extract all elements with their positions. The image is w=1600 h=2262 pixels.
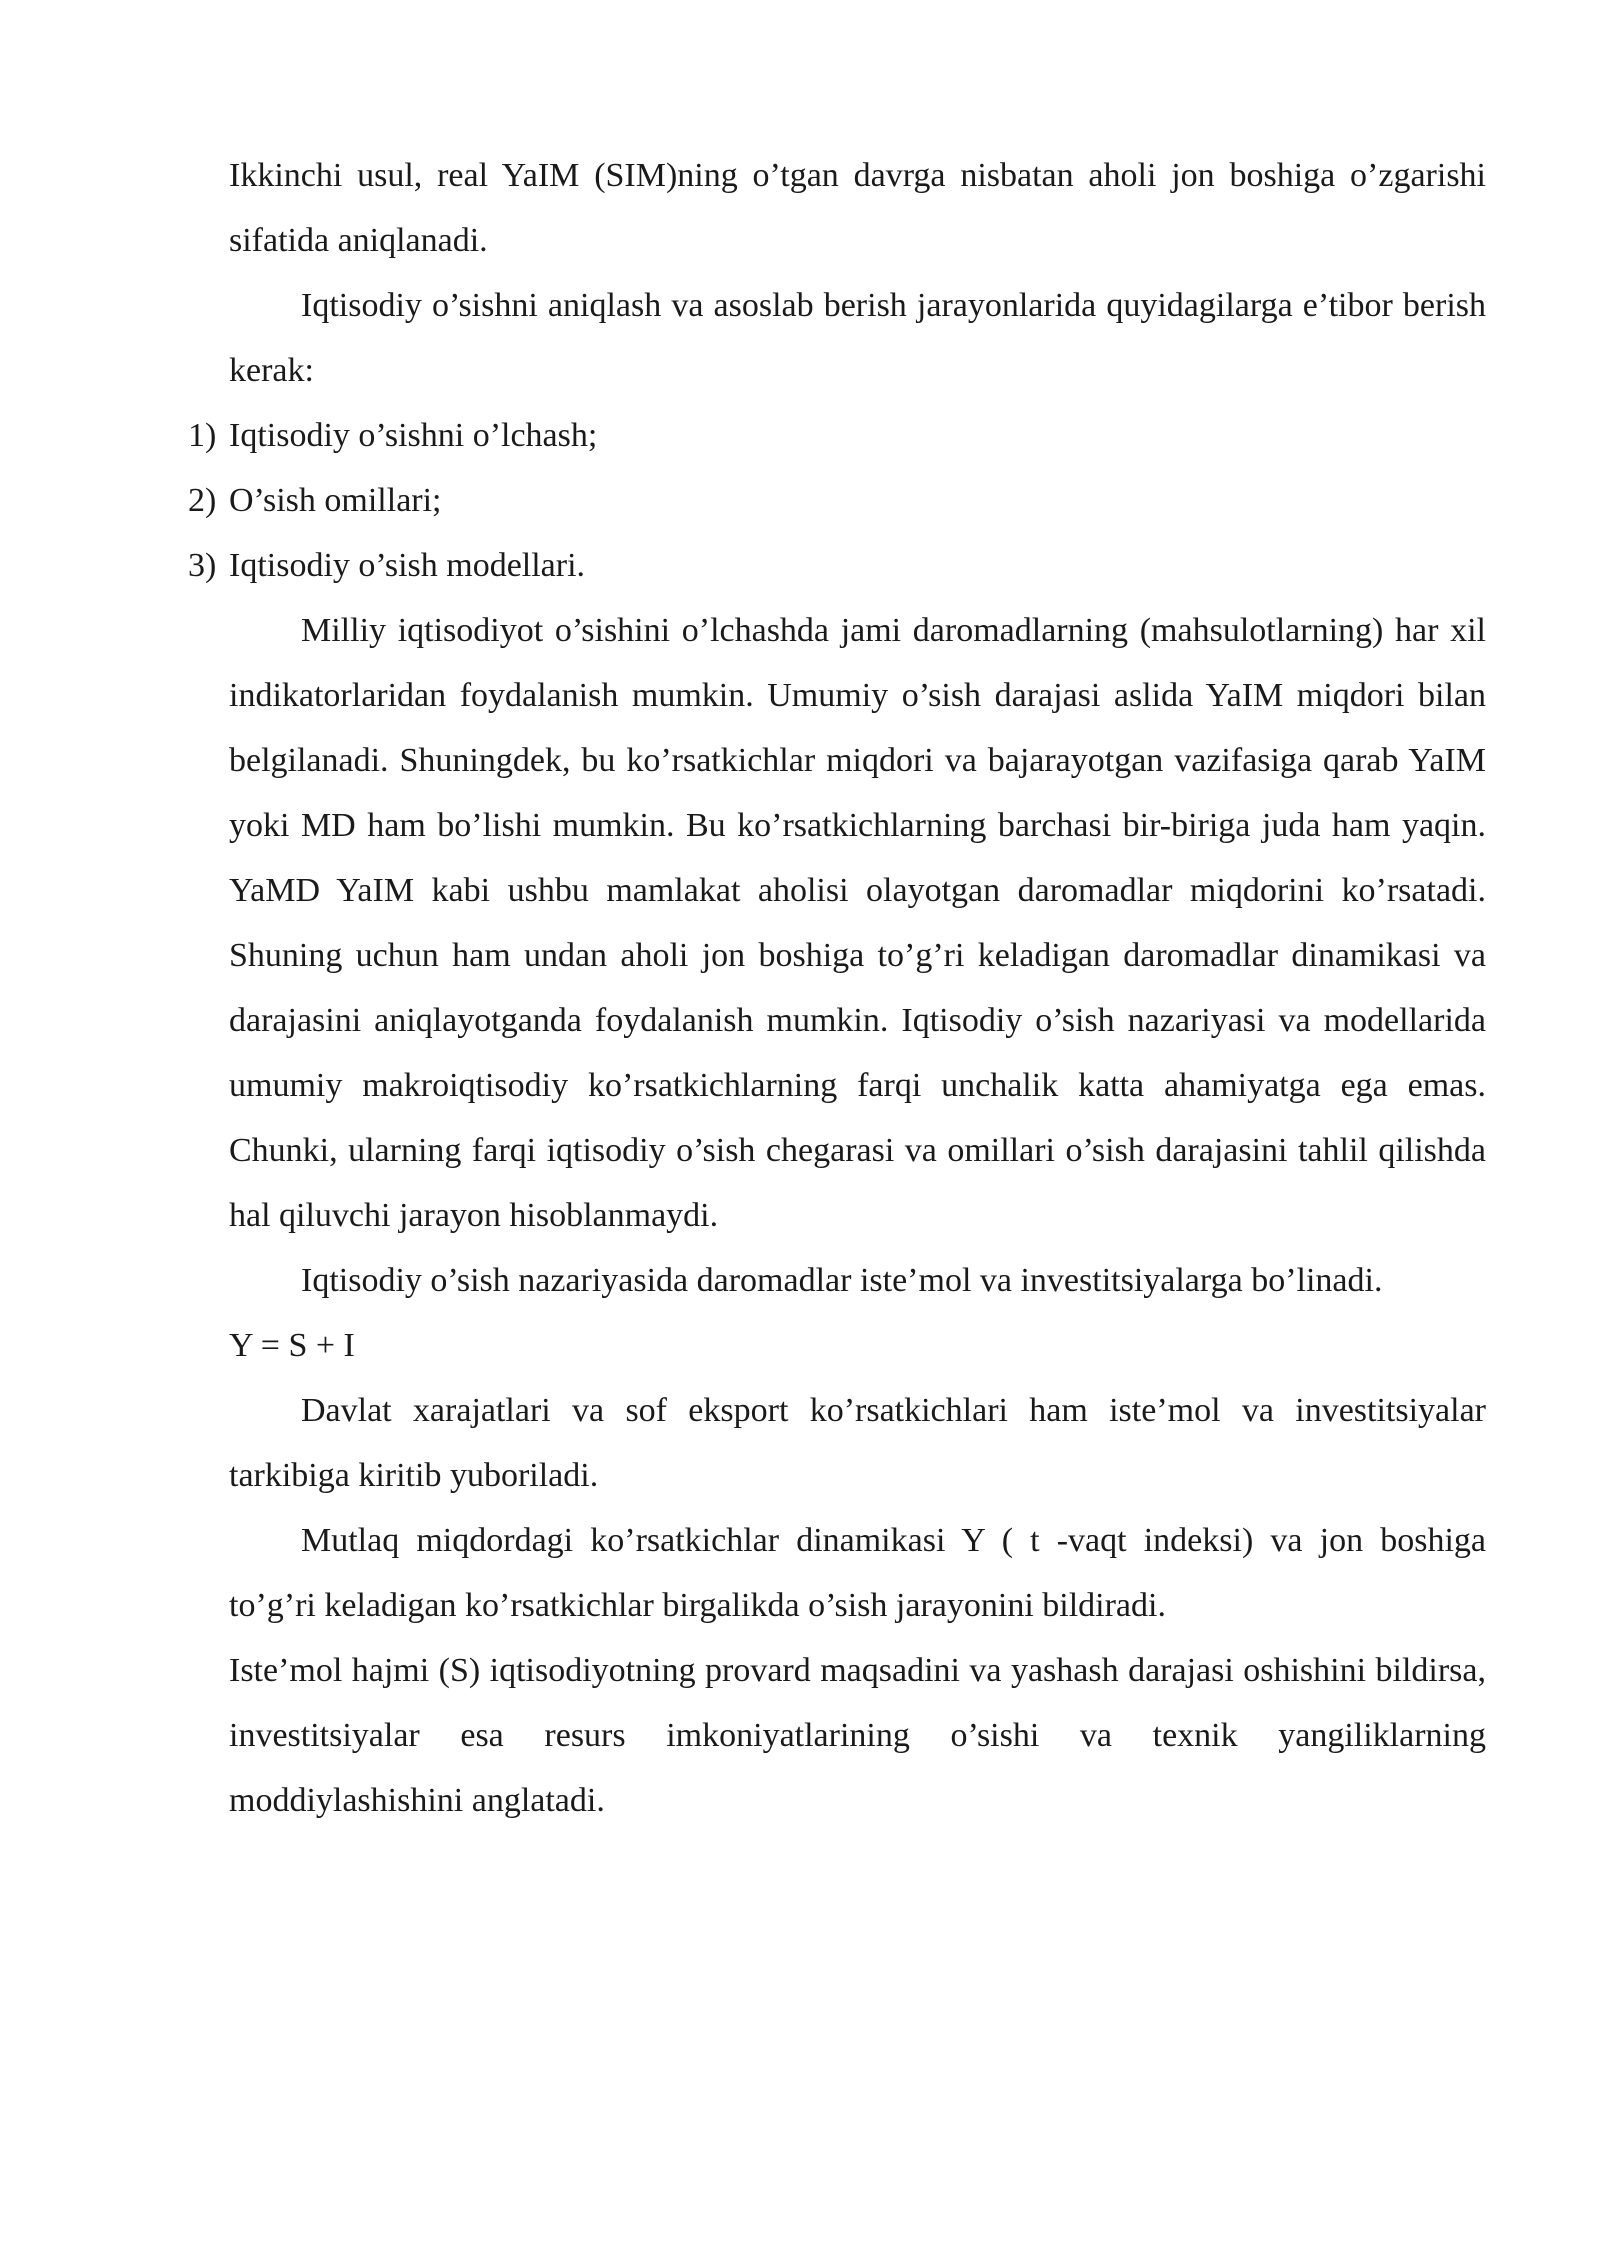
paragraph-government-spending: Davlat xarajatlari va sof eksport ko’rsatkichlari ham iste’mol va investitsiyalar tarkibiga kiritib yuboriladi.	[229, 1392, 1486, 1494]
list-item-text: Iqtisodiy o’sishni o’lchash;	[229, 417, 598, 454]
paragraph-dynamics: Mutlaq miqdordagi ko’rsatkichlar dinamikasi Y ( t -vaqt indeksi) va jon boshiga to’g’ri keladigan ko’rsatkichlar birgalikda o’sish jarayonini bildiradi.	[229, 1522, 1486, 1624]
paragraph-consumption: Iste’mol hajmi (S) iqtisodiyotning provard maqsadini va yashash darajasi oshishini bildirsa, investitsiyalar esa resurs imkoniyatlarining o’sishi va texnik yangiliklarning moddiylashishini anglatadi.	[229, 1652, 1486, 1819]
list-item	[188, 468, 1486, 533]
list-item-text: Iqtisodiy o’sish modellari.	[229, 547, 586, 584]
list-item-number: 1)	[188, 417, 217, 454]
paragraph-measurement: Milliy iqtisodiyot o’sishini o’lchashda jami daromadlarning (mahsulotlarning) har xil indikatorlaridan foydalanish mumkin. Umumiy o’sish darajasi aslida YaIM miqdori bilan belgilanadi. Shuningdek, bu ko’rsatkichlar miqdori va bajarayotgan vazifasiga qarab YaIM yoki MD ham bo’lishi mumkin. Bu ko’rsatkichlarning barchasi bir-biriga juda ham yaqin. YaMD YaIM kabi ushbu mamlakat aholisi olayotgan daromadlar miqdorini ko’rsatadi. Shuning uchun ham undan aholi jon boshiga to’g’ri keladigan daromadlar dinamikasi va darajasini aniqlayotganda foydalanish mumkin. Iqtisodiy o’sish nazariyasi va modellarida umumiy makroiqtisodiy ko’rsatkichlarning farqi unchalik katta ahamiyatga ega emas. Chunki, ularning farqi iqtisodiy o’sish chegarasi va omillari o’sish darajasini tahlil qilishda hal qiluvchi jarayon hisoblanmaydi.	[229, 612, 1486, 1234]
document-body	[188, 143, 1486, 1833]
paragraph-income-division: Iqtisodiy o’sish nazariyasida daromadlar iste’mol va investitsiyalarga bo’linadi.	[301, 1262, 1383, 1299]
list-item	[188, 533, 1486, 598]
paragraph-attention-points: Iqtisodiy o’sishni aniqlash va asoslab berish jarayonlarida quyidagilarga e’tibor berish kerak:	[229, 287, 1486, 389]
formula: Y = S + I	[229, 1327, 355, 1364]
list-item	[188, 403, 1486, 468]
list-item-number: 2)	[188, 482, 217, 519]
list-item-number: 3)	[188, 547, 217, 584]
paragraph-second-method: Ikkinchi usul, real YaIM (SIM)ning o’tgan davrga nisbatan aholi jon boshiga o’zgarishi sifatida aniqlanadi.	[229, 157, 1486, 259]
numbered-list	[188, 403, 1486, 598]
list-item-text: O’sish omillari;	[229, 482, 442, 519]
